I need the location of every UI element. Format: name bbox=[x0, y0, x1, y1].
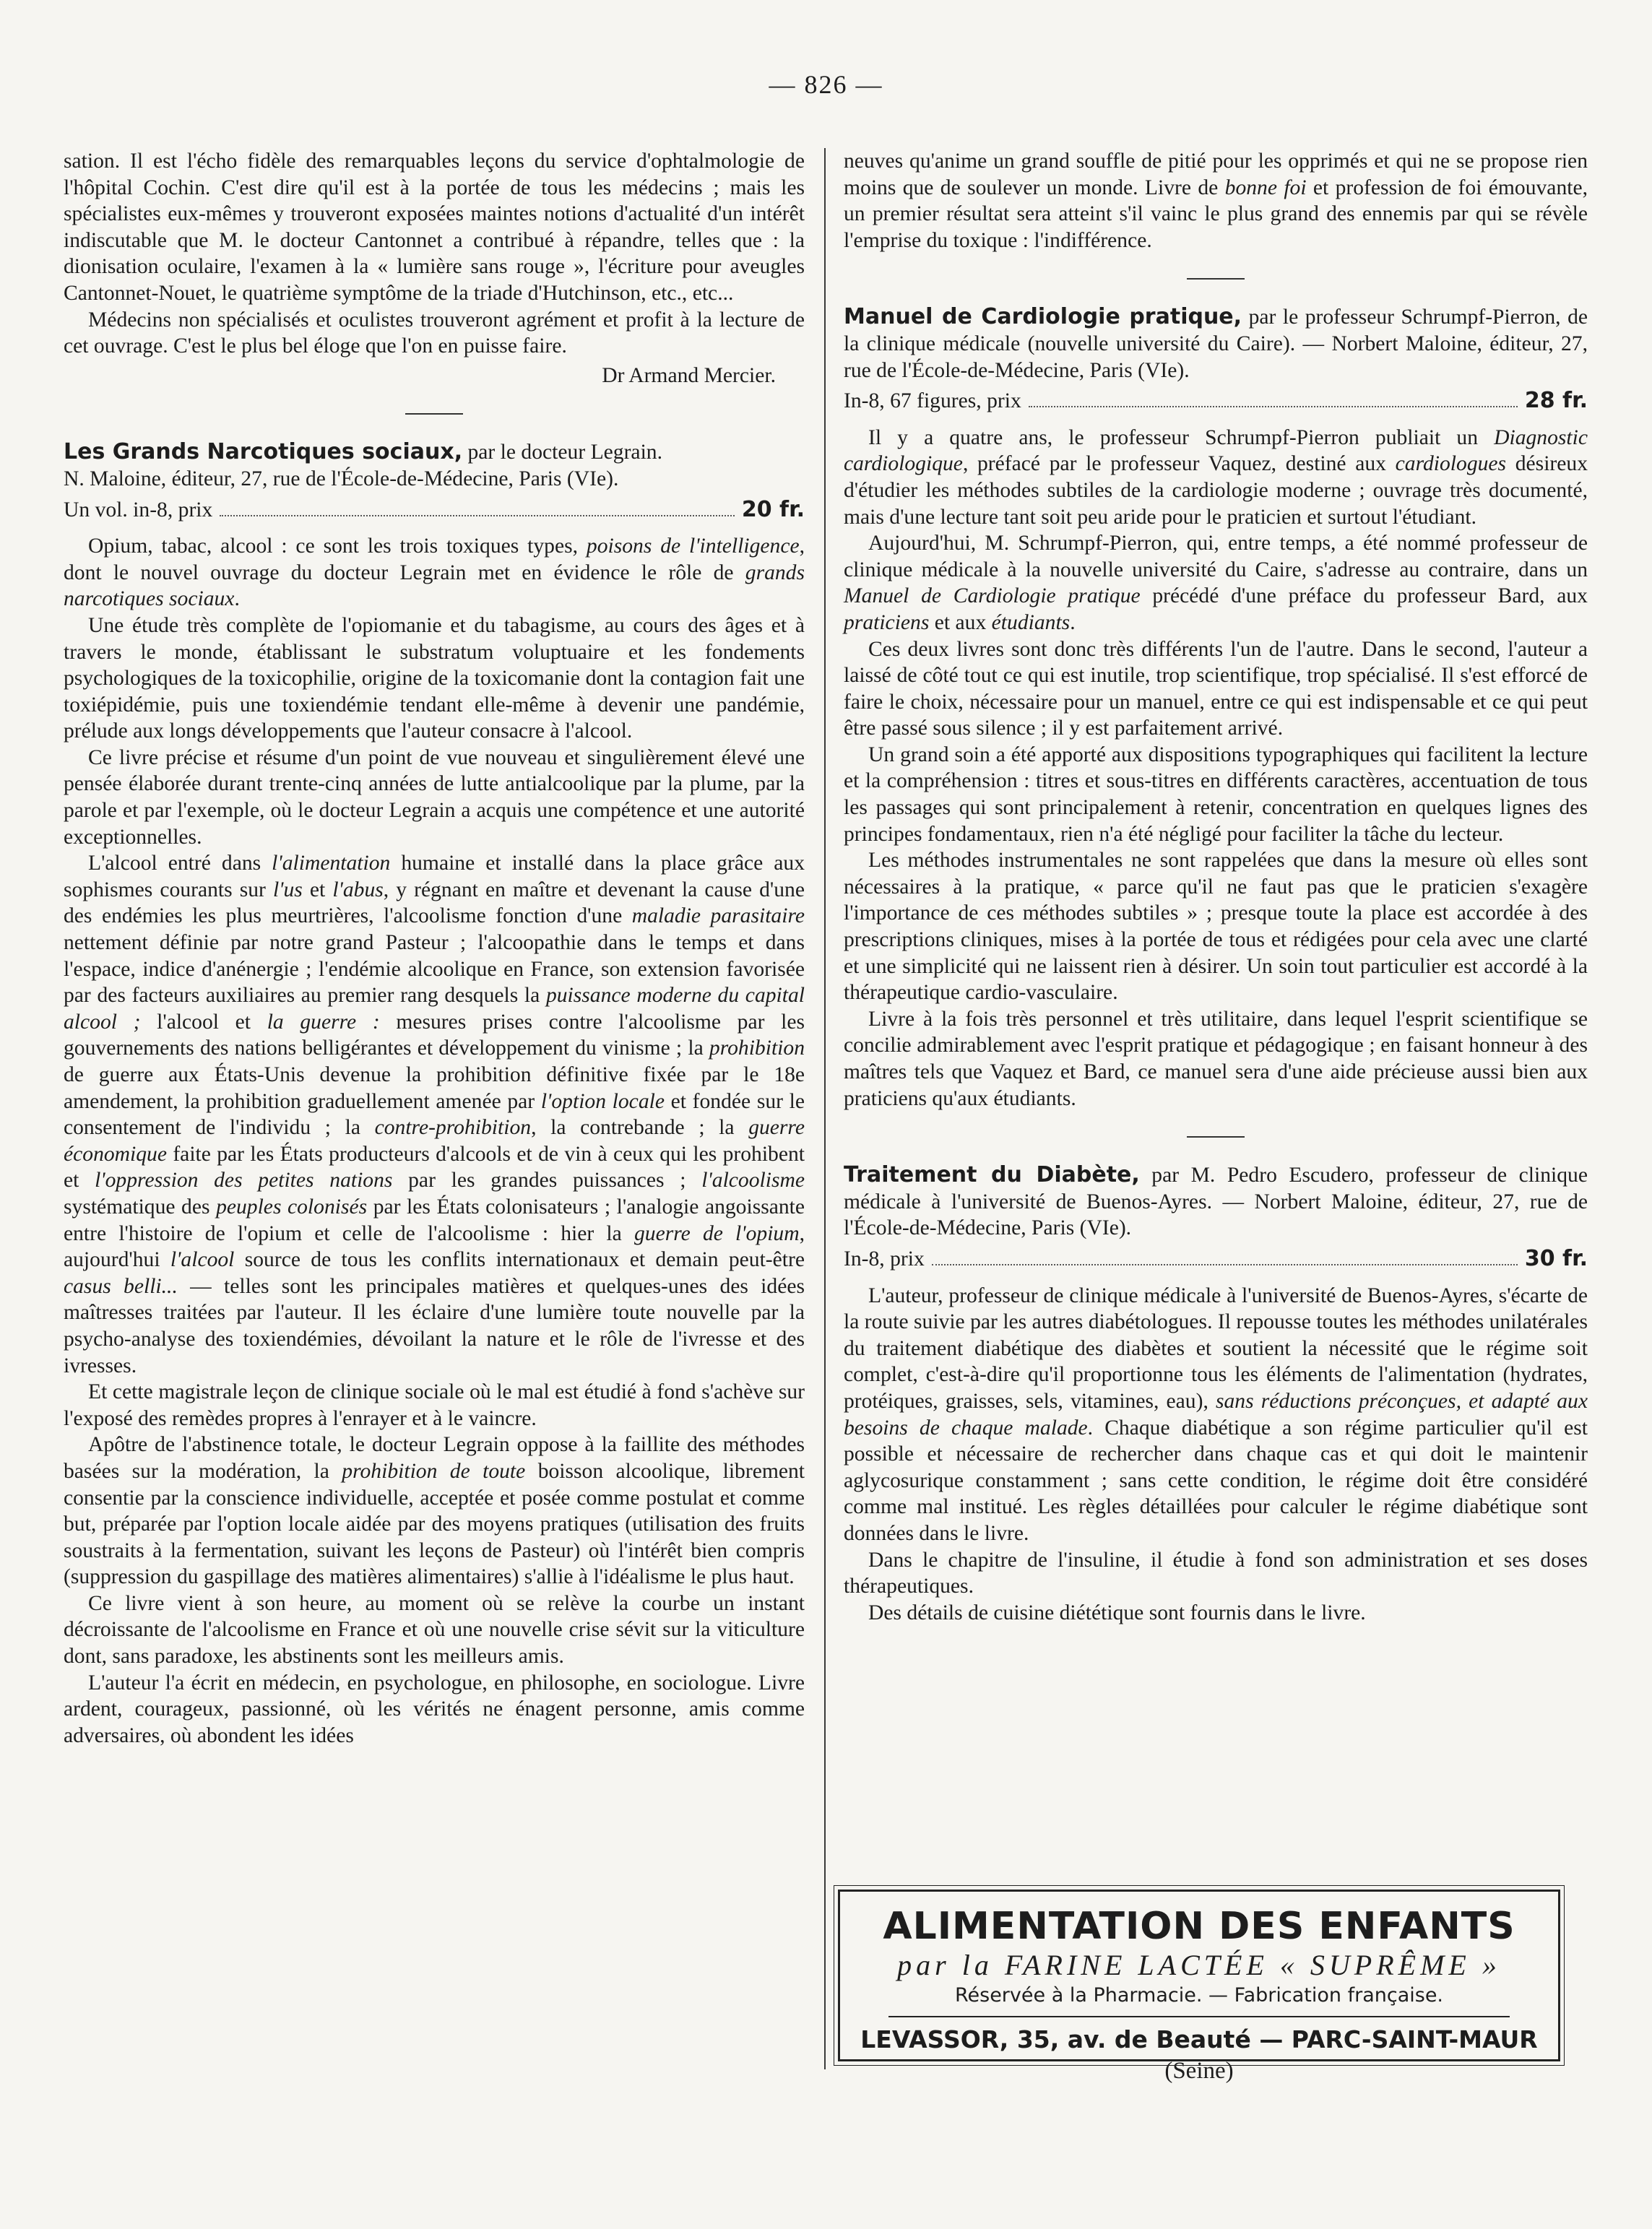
review-body bbox=[844, 425, 1588, 1112]
price-leader-dots bbox=[220, 515, 735, 516]
review-byline: par le docteur Legrain. bbox=[462, 441, 662, 464]
page-number: — 826 — bbox=[769, 70, 883, 99]
section-rule bbox=[1187, 1136, 1245, 1138]
price-line bbox=[844, 388, 1588, 415]
italic-text: sans réductions préconçues, et adapté aux besoins de chaque malade bbox=[844, 1389, 1588, 1440]
body-paragraph: Livre à la fois très personnel et très utilitaire, dans lequel l'esprit scientifique se concilie admirablement avec l'esprit pratique et pédagogique ; en faisant honneur à des maîtres tels que Vaquez et Bard, ce manuel sera d'une aide précieuse aussi bien aux praticiens qu'aux étudiants. bbox=[844, 1007, 1588, 1110]
body-paragraph: L'auteur l'a écrit en médecin, en psychologue, en philosophe, en sociologue. Livre ardent, courageux, passionné, où les vérités ne énagent personne, amis comme adversaires, où abondent les idées bbox=[64, 1671, 805, 1747]
italic-text: l'abus bbox=[332, 878, 384, 901]
section-rule bbox=[1187, 278, 1245, 280]
body-paragraph: Dans le chapitre de l'insuline, il étudie à fond son administration et ses doses thérapeutiques. bbox=[844, 1548, 1588, 1598]
italic-text: l'alimentation bbox=[272, 852, 391, 875]
body-paragraph: Opium, tabac, alcool : ce sont les trois toxiques types, poisons de l'intelligence, dont le nouvel ouvrage du docteur Legrain met en évidence le rôle de grands narcotiques sociaux. bbox=[64, 534, 805, 611]
body-paragraph: neuves qu'anime un grand souffle de pitié pour les opprimés et qui ne se propose rien moins que de soulever un monde. Livre de bonne foi et profession de foi émouvante, un premier résultat sera atteint s'il vainc le plus grand des ennemis par qui se révèle l'emprise du toxique : l'indifférence. bbox=[844, 150, 1588, 252]
italic-text: étudiants bbox=[991, 610, 1071, 634]
body-paragraph: Et cette magistrale leçon de clinique sociale où le mal est étudié à fond s'achève sur l'exposé des remèdes propres à l'enrayer et à le vaincre. bbox=[64, 1380, 805, 1430]
italic-text: Manuel de Cardiologie pratique bbox=[844, 584, 1141, 608]
price-line bbox=[844, 1246, 1588, 1273]
review-heading bbox=[844, 304, 1588, 384]
price-label: In-8, prix bbox=[844, 1247, 925, 1271]
review-byline: par M. Pedro Escudero, professeur de clinique médicale à l'université de Buenos-Ayres. — Norbert Maloine, éditeur, 27, rue de l'École-de-Médecine, Paris (VIe). bbox=[844, 1164, 1588, 1240]
review-signature: Dr Armand Mercier. bbox=[602, 363, 776, 387]
italic-text: peuples colonisés bbox=[216, 1195, 368, 1219]
body-paragraph: Ces deux livres sont donc très différents l'un de l'autre. Dans le second, l'auteur a laissé de côté tout ce qui est inutile, trop scientifique, trop spécialisé. Il s'est efforcé de faire le choix, nécessaire pour un manuel, entre ce qui est indispensable et ce qui peut être passé sous silence ; il y est parfaitement arrivé. bbox=[844, 637, 1588, 740]
ad-headline: ALIMENTATION DES ENFANTS bbox=[883, 1905, 1515, 1948]
body-paragraph: Une étude très complète de l'opiomanie et du tabagisme, au cours des âges et à travers le monde, établissant le substratum voluptuaire et les fondements psychologiques de la toxicophilie, origine de la toxicomanie dont la contagion fait une toxiépidémie, puis une toxiendémie tendant elle-même à devenir une pandémie, prélude aux longs développements que l'auteur consacre à l'alcool. bbox=[64, 613, 805, 743]
italic-text: casus belli... bbox=[64, 1274, 178, 1298]
continuation-paragraph bbox=[844, 148, 1588, 254]
review-heading bbox=[844, 1162, 1588, 1242]
intro-paragraph-2: Médecins non spécialisés et oculistes trouveront agrément et profit à la lecture de cet ouvrage. C'est le plus bel éloge que l'on en puisse faire. bbox=[64, 308, 805, 358]
italic-text: prohibition bbox=[709, 1036, 805, 1060]
price-amount: 28 fr. bbox=[1524, 388, 1588, 414]
italic-text: Diagnostic cardiologique bbox=[844, 425, 1588, 476]
italic-text: guerre économique bbox=[64, 1116, 805, 1166]
body-paragraph: Les méthodes instrumentales ne sont rappelées que dans la mesure où elles sont nécessaires à la pratique, « parce qu'il ne faut pas que le praticien s'exagère l'importance de ces méthodes subtiles » ; presque toute la place est accordée à des prescriptions cliniques, mises à la portée de tous et rédigées pour cela avec une clarté et une simplicité qui ne laissent rien à désirer. Un soin tout particulier est accordé à la thérapeutique cardio-vasculaire. bbox=[844, 849, 1588, 1005]
italic-text: cardiologues bbox=[1395, 452, 1507, 476]
italic-text: guerre de l'opium bbox=[633, 1221, 800, 1245]
italic-text: grands narcotiques sociaux bbox=[64, 561, 805, 611]
italic-text: puissance moderne du capital alcool ; bbox=[64, 984, 805, 1034]
left-column bbox=[64, 148, 805, 1749]
body-paragraph: Apôtre de l'abstinence totale, le docteur Legrain oppose à la faillite des méthodes basées sur la modération, la prohibition de toute boisson alcoolique, librement consentie par la conscience individuelle, acceptée et posée comme postulat et comme but, préparée par l'option locale aidée par des moyens pratiques (utilisation des fruits soustraits à la fermentation, suivant les leçons de Pasteur) où l'intérêt bien compris (suppression du gaspillage des matières alimentaires) s'allie à l'idéalisme le plus haut. bbox=[64, 1433, 805, 1589]
body-paragraph: Aujourd'hui, M. Schrumpf-Pierron, qui, entre temps, a été nommé professeur de clinique médicale à la nouvelle université du Caire, s'adresse au contraire, dans un Manuel de Cardiologie pratique précédé d'une préface du professeur Bard, aux praticiens et aux étudiants. bbox=[844, 532, 1588, 634]
review-byline: par le professeur Schrumpf-Pierron, de la clinique médicale (nouvelle université du Caire). — Norbert Maloine, éditeur, 27, rue de l'École-de-Médecine, Paris (VIe). bbox=[844, 306, 1588, 382]
body-paragraph: Il y a quatre ans, le professeur Schrumpf-Pierron publiait un Diagnostic cardiologique, préfacé par le professeur Vaquez, destiné aux cardiologues désireux d'étudier les méthodes subtiles de la cardiologie moderne ; ouvrage très documenté, mais d'une lecture tant soit peu aride pour le praticien et surtout l'étudiant. bbox=[844, 425, 1588, 529]
body-paragraph: Ce livre vient à son heure, au moment où se relève la courbe un instant décroissante de l'alcoolisme en France et où une nouvelle crise sévit sur la viticulture dont, sans paradoxe, les abstinents sont les meilleurs amis. bbox=[64, 1591, 805, 1668]
italic-text: l'oppression des petites nations bbox=[95, 1169, 393, 1193]
body-paragraph: Un grand soin a été apporté aux dispositions typographiques qui facilitent la lecture et la compréhension : titres et sous-titres en différents caractères, accentuation de tous les passages qui sont principalement à retenir, concentration en quelques lignes des principes fondamentaux, rien n'a été négligé pour faciliter la tâche du lecteur. bbox=[844, 743, 1588, 846]
review-title: Traitement du Diabète, bbox=[844, 1162, 1140, 1188]
body-paragraph: Ce livre précise et résume d'un point de vue nouveau et singulièrement élevé une pensée élaborée durant trente-cinq années de lutte antialcoolique par la plume, par la parole et par l'exemple, où le docteur Legrain a acquis une compétence et une autorité exceptionnelles. bbox=[64, 745, 805, 849]
review-cardiologie bbox=[844, 304, 1588, 1112]
review-narcotiques bbox=[64, 439, 805, 1749]
price-amount: 30 fr. bbox=[1524, 1245, 1588, 1271]
ad-address-region: (Seine) bbox=[1164, 2058, 1234, 2084]
body-paragraph: L'alcool entré dans l'alimentation humaine et installé dans la place grâce aux sophismes courants sur l'us et l'abus, y régnant en maître et devenant la cause d'une des endémies les plus meurtrières, l'alcoolisme fonction d'une maladie parasitaire nettement définie par notre grand Pasteur ; l'alcoopathie dans le temps et dans l'espace, indice d'anénergie ; l'endémie alcoolique en France, son extension favorisée par des facteurs auxiliaires au premier rang desquels la puissance moderne du capital alcool ; l'alcool et la guerre : mesures prises contre l'alcoolisme par les gouvernements des nations belligérantes et développement du vinisme ; la prohibition de guerre aux États-Unis devenue la prohibition définitive fixée par le 18e amendement, la prohibition graduellement amenée par l'option locale et fondée sur le consentement de l'individu ; la contre-prohibition, la contrebande ; la guerre économique faite par les États producteurs d'alcools et de vin à ceux qui les prohibent et l'oppression des petites nations par les grandes puissances ; l'alcoolisme systématique des peuples colonisés par les États colonisateurs ; l'analogie angoissante entre l'histoire de l'opium et celle de l'alcoolisme : hier la guerre de l'opium, aujourd'hui l'alcool source de tous les conflits internationaux et demain peut-être casus belli... — telles sont les principales matières et quelques-unes des idées maîtresses traitées par l'auteur. Il les éclaire d'une lumière toute nouvelle par la psycho-analyse des toxiendémies, dévoilant la nature et le rôle de l'ivresse et des ivresses. bbox=[64, 852, 805, 1377]
ad-address: LEVASSOR, 35, av. de Beauté — PARC-SAINT-MAUR bbox=[860, 2025, 1538, 2053]
italic-text: bonne foi bbox=[1224, 176, 1307, 199]
review-title: Les Grands Narcotiques sociaux, bbox=[64, 439, 463, 465]
price-leader-dots bbox=[1029, 406, 1518, 407]
section-rule bbox=[405, 413, 463, 415]
ad-note: Réservée à la Pharmacie. — Fabrication française. bbox=[954, 1984, 1444, 2007]
body-paragraph: L'auteur, professeur de clinique médicale à l'université de Buenos-Ayres, s'écarte de la route suivie par les autres diabétologues. Il repousse toutes les méthodes unilatérales du traitement diabétique des diabètes et soutient la nécessité que le régime soit complet, c'est-à-dire qu'il proportionne tous les éléments de l'alimentation (hydrates, protéiques, graisses, sels, vitamines, eau), sans réductions préconçues, et adapté aux besoins de chaque malade. Chaque diabétique a son régime particulier qu'il est possible et nécessaire de rechercher dans chaque cas et qui doit le maintenir aglycosurique constamment ; sans cette condition, le régime doit être considéré comme mal institué. Les règles détaillées pour calculer le régime diabétique sont données dans le livre. bbox=[844, 1284, 1588, 1545]
italic-text: l'alcoolisme bbox=[701, 1169, 805, 1193]
price-label: Un vol. in-8, prix bbox=[64, 498, 213, 521]
column-divider bbox=[824, 148, 826, 2069]
italic-text: poisons de l'intelligence bbox=[586, 534, 800, 558]
body-paragraph: Des détails de cuisine diététique sont fournis dans le livre. bbox=[868, 1601, 1366, 1624]
price-leader-dots bbox=[932, 1264, 1518, 1265]
price-amount: 20 fr. bbox=[741, 496, 805, 522]
price-line bbox=[64, 497, 805, 524]
ad-address-line bbox=[840, 2025, 1558, 2086]
italic-text: l'us bbox=[272, 878, 303, 901]
review-title: Manuel de Cardiologie pratique, bbox=[844, 304, 1242, 330]
italic-text: prohibition de toute bbox=[342, 1459, 526, 1483]
ad-separator bbox=[888, 2016, 1510, 2017]
intro-paragraph-1: sation. Il est l'écho fidèle des remarquables leçons du service d'ophtalmologie de l'hôpital Cochin. C'est dire qu'il est à la portée de tous les médecins ; mais les spécialistes eux-mêmes y trouveront exposées maintes notions d'actualité d'un intérêt indiscutable que M. le docteur Cantonnet a contribué à répandre, telles que : la dionisation oculaire, l'examen à la « lumière sans rouge », l'écriture pour aveugles Cantonnet-Nouet, le quatrième symptôme de la triade d'Hutchinson, etc., etc... bbox=[64, 150, 805, 305]
italic-text: contre-prohibition bbox=[374, 1116, 532, 1140]
ad-subline: par la FARINE LACTÉE « SUPRÊME » bbox=[897, 1949, 1501, 1981]
advertisement-box bbox=[838, 1890, 1560, 2084]
review-body bbox=[64, 533, 805, 1749]
italic-text: maladie parasitaire bbox=[631, 904, 805, 928]
italic-text: praticiens bbox=[844, 610, 930, 634]
review-body bbox=[844, 1283, 1588, 1627]
right-column bbox=[844, 148, 1588, 1626]
italic-text: l'alcool bbox=[170, 1248, 235, 1272]
italic-text: l'option locale bbox=[540, 1089, 665, 1113]
review-publisher: N. Maloine, éditeur, 27, rue de l'École-de-Médecine, Paris (VIe). bbox=[64, 467, 619, 490]
italic-text: la guerre : bbox=[267, 1010, 380, 1034]
price-label: In-8, 67 figures, prix bbox=[844, 389, 1021, 413]
review-diabete bbox=[844, 1162, 1588, 1626]
review-heading bbox=[64, 439, 805, 466]
